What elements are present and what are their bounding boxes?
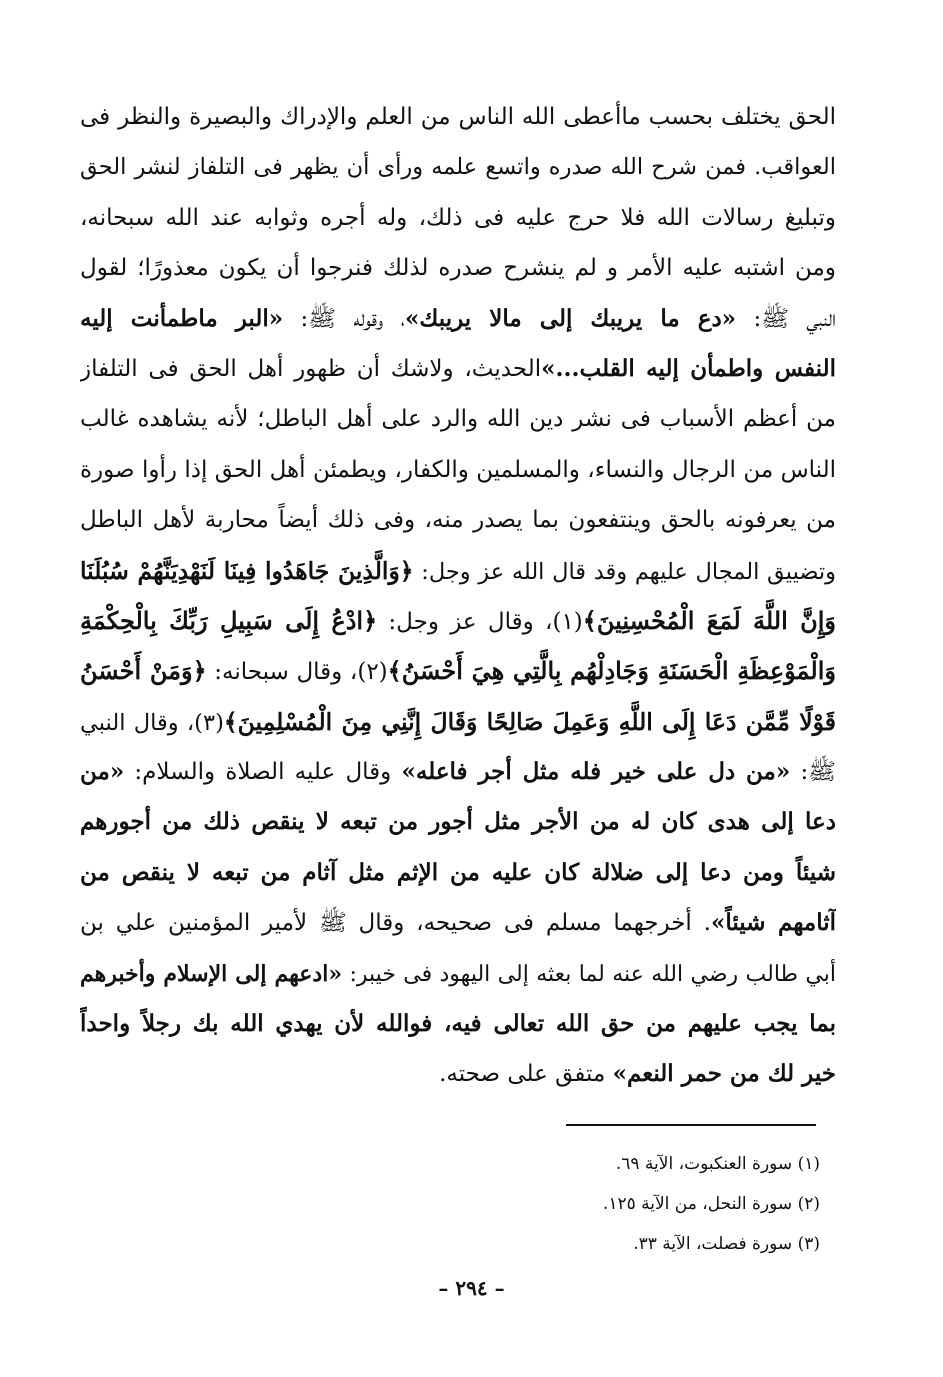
text-segment: ومن اشتبه عليه الأمر و لم ينشرح صدره لذلك فنرجوا أن يكون معذورًا؛ لقول bbox=[80, 255, 836, 282]
footnotes bbox=[420, 1144, 820, 1264]
quran-verse: ﴿وَالَّذِينَ جَاهَدُوا فِينَا لَنَهْدِيَنَّهُمْ سُبُلَنَا bbox=[80, 556, 414, 585]
text-segment: وتبليغ رسالات الله فلا حرج عليه فى ذلك، وله أجره وثوابه عند الله سبحانه، bbox=[80, 204, 836, 231]
text-segment: العواقب. فمن شرح الله صدره واتسع علمه ورأى أن يظهر فى التلفاز لنشر الحق bbox=[80, 154, 836, 181]
text-line bbox=[80, 898, 836, 948]
hadith-quote: خير لك من حمر النعم» bbox=[612, 1060, 836, 1088]
footnote-2: (٢) سورة النحل، من الآية ١٢٥. bbox=[602, 1194, 820, 1214]
text-segment: الحديث، ولاشك أن ظهور أهل الحق فى التلفاز bbox=[80, 355, 542, 382]
text-line bbox=[80, 999, 836, 1049]
text-segment: (١)، وقال عز وجل: bbox=[377, 608, 583, 635]
text-line bbox=[80, 142, 836, 192]
text-line bbox=[80, 495, 836, 545]
text-line bbox=[80, 646, 836, 696]
text-line bbox=[80, 445, 836, 495]
quran-verse: وَالْمَوْعِظَةِ الْحَسَنَةِ وَجَادِلْهُم بِالَّتِي هِيَ أَحْسَنُ﴾ bbox=[387, 656, 836, 686]
page-number: – ٢٩٤ – bbox=[438, 1276, 505, 1300]
text-line bbox=[80, 747, 836, 797]
text-segment: ، وقوله ﷺ: bbox=[283, 305, 405, 332]
hadith-quote: «من دل على خير فله مثل أجر فاعله» bbox=[401, 758, 791, 786]
text-segment: (٢)، وقال سبحانه: bbox=[206, 659, 388, 686]
quran-verse: ﴿وَمَنْ أَحْسَنُ bbox=[80, 656, 207, 686]
text-line bbox=[80, 596, 836, 646]
text-line bbox=[80, 294, 836, 344]
text-line bbox=[80, 797, 836, 847]
quran-verse: قَوْلًا مِّمَّن دَعَا إِلَى اللَّهِ وَعَمِلَ صَالِحًا وَقَالَ إِنَّنِي مِنَ الْمُسْلِمِينَ﴾ bbox=[223, 707, 836, 736]
hadith-quote: «دع ما يريبك إلى مالا يريبك» bbox=[405, 304, 737, 332]
text-line bbox=[80, 1049, 836, 1099]
hadith-quote: «البر ماطمأنت إليه bbox=[80, 304, 284, 332]
text-segment: الحق يختلف بحسب ماأعطى الله الناس من العلم والإدراك والبصيرة والنظر فى bbox=[80, 104, 836, 130]
text-segment: . أخرجهما مسلم فى صحيحه، وقال ﷺ لأمير المؤمنين علي بن bbox=[80, 910, 711, 937]
text-line bbox=[80, 546, 836, 596]
text-segment: متفق على صحته. bbox=[439, 1061, 613, 1088]
text-line bbox=[80, 697, 836, 747]
hadith-quote: شيئاً ومن دعا إلى ضلالة كان عليه من الإثم مثل آثام من تبعه لا ينقص من bbox=[80, 858, 836, 886]
text-segment: النبي ﷺ: bbox=[736, 305, 836, 332]
text-line bbox=[80, 193, 836, 243]
quran-verse: وَإِنَّ اللَّهَ لَمَعَ الْمُحْسِنِينَ﴾ bbox=[582, 605, 836, 635]
text-line bbox=[80, 243, 836, 293]
text-segment: وقال عليه الصلاة والسلام: bbox=[124, 759, 402, 786]
text-segment: من يعرفونه بالحق وينتفعون بما يصدر منه، وفى ذلك أيضاً محاربة لأهل الباطل bbox=[80, 507, 836, 534]
hadith-quote: «من bbox=[80, 758, 125, 786]
text-line bbox=[80, 344, 836, 394]
text-line bbox=[80, 394, 836, 444]
text-segment: من أعظم الأسباب فى نشر دين الله والرد على أهل الباطل؛ لأنه يشاهده غالب bbox=[80, 406, 836, 433]
footnote-separator bbox=[566, 1124, 816, 1126]
hadith-quote: دعا إلى هدى كان له من الأجر مثل أجور من تبعه لا ينقص ذلك من أجورهم bbox=[80, 808, 836, 836]
text-line bbox=[80, 848, 836, 898]
text-segment: ﷺ: bbox=[790, 759, 836, 786]
text-segment: (٣)، وقال النبي bbox=[80, 709, 224, 736]
hadith-quote: آثامهم شيئاً» bbox=[710, 909, 836, 937]
main-text bbox=[80, 92, 836, 1100]
quran-verse: ﴿ادْعُ إِلَى سَبِيلِ رَبِّكَ بِالْحِكْمَةِ bbox=[80, 605, 378, 635]
text-segment: وتضييق المجال عليهم وقد قال الله عز وجل: bbox=[413, 558, 836, 585]
text-line bbox=[80, 92, 836, 142]
footnote-1: (١) سورة العنكبوت، الآية ٦٩. bbox=[615, 1154, 820, 1174]
text-line bbox=[80, 949, 836, 999]
text-segment: الناس من الرجال والنساء، والمسلمين والكفار، ويطمئن أهل الحق إذا رأوا صورة bbox=[80, 456, 836, 483]
hadith-quote: بما يجب عليهم من حق الله تعالى فيه، فوالله لأن يهدي الله بك رجلاً واحداً bbox=[80, 1010, 836, 1038]
text-segment: أبي طالب رضي الله عنه لما بعثه إلى اليهود فى خيبر: bbox=[342, 961, 836, 987]
footnote-3: (٣) سورة فصلت، الآية ٣٣. bbox=[633, 1234, 820, 1254]
hadith-quote: النفس واطمأن إليه القلب...» bbox=[541, 354, 836, 382]
hadith-quote: «ادعهم إلى الإسلام وأخبرهم bbox=[80, 960, 343, 987]
